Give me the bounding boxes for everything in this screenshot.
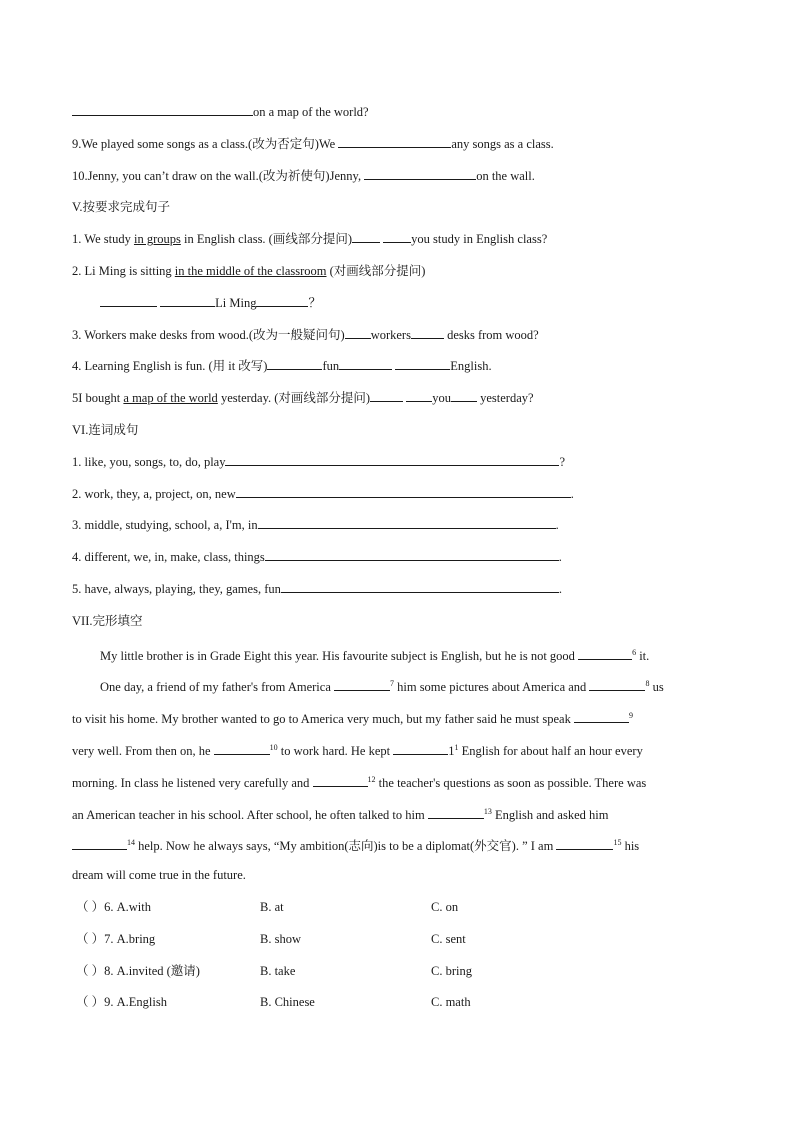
option-b[interactable]: B. at [260,899,284,914]
answer-blank[interactable] [339,354,392,370]
answer-blank[interactable] [345,323,371,339]
option-c[interactable]: C. bring [431,963,472,978]
section-6-item-4: 4. different, we, in, make, class, things . [72,545,732,577]
answer-blank[interactable] [451,386,477,402]
worksheet [72,100,732,1022]
question-number: （ ）9. A.English [76,995,167,1010]
option-c[interactable]: C. math [431,995,471,1010]
option-c[interactable]: C. on [431,899,459,914]
passage-line-2: One day, a friend of my father's from America $^7$ him some pictures about America and $^8$ us [72,672,732,704]
section-6-title: VI.连词成句 [72,422,139,437]
answer-blank[interactable] [393,739,448,755]
section-5-item-3: 3. Workers make desks from wood.(改为一般疑问句) workers desks from wood? [72,323,732,355]
answer-blank[interactable] [313,771,368,787]
answer-blank[interactable] [556,834,613,850]
answer-blank[interactable] [267,354,322,370]
answer-blank[interactable] [574,707,629,723]
option-c[interactable]: C. sent [431,931,466,946]
option-row-8 [72,959,732,991]
answer-blank[interactable] [383,227,411,243]
question-number: （ ）7. A.bring [76,931,156,946]
option-b[interactable]: B. Chinese [260,995,315,1010]
section-5-item-2-answer: Li Ming ？ [72,291,732,323]
answer-blank[interactable] [281,577,559,593]
answer-blank[interactable] [406,386,432,402]
answer-blank[interactable] [364,164,476,180]
passage-line-4: very well. From then on, he $^{10}$ to work hard. He kept $1^1$ English for about half an hour every [72,736,732,768]
answer-blank[interactable] [352,227,380,243]
question-number: （ ）8. A.invited (邀请) [76,963,200,978]
answer-blank[interactable] [589,675,645,691]
answer-blank[interactable] [334,675,390,691]
answer-blank[interactable] [236,482,571,498]
answer-blank[interactable] [395,354,450,370]
option-b[interactable]: B. take [260,963,296,978]
answer-blank[interactable] [578,644,632,660]
section-5-title: V.按要求完成句子 [72,200,171,215]
answer-blank[interactable] [265,545,559,561]
question-number: （ ）6. A.with [76,899,152,914]
section-5-item-5: 5I bought a map of the world yesterday. (对画线部分提问) you yesterday? [72,386,732,418]
section-5-item-1: 1. We study in groups in English class. (画线部分提问) you study in English class? [72,227,732,259]
answer-blank[interactable] [100,291,157,307]
passage-line-3: to visit his home. My brother wanted to go to America very much, but my father said he must speak $^9$ [72,704,732,736]
section-6-item-3: 3. middle, studying, school, a, I'm, in . [72,513,732,545]
option-row-9 [72,990,732,1022]
passage-line-6: an American teacher in his school. After school, he often talked to him $^{13}$ English and asked him [72,800,732,832]
answer-blank[interactable] [256,291,308,307]
answer-blank[interactable] [338,132,451,148]
section-5-item-2: 2. Li Ming is sitting in the middle of the classroom (对画线部分提问) [72,263,426,278]
question-9: 9.We played some songs as a class.(改为否定句)We any songs as a class. [72,132,732,164]
passage-line-8: dream will come true in the future. [72,868,246,883]
option-b[interactable]: B. show [260,931,301,946]
answer-blank[interactable] [225,450,559,466]
passage-line-1: My little brother is in Grade Eight this year. His favourite subject is English, but he is not good $^6$ it. [72,641,732,673]
option-row-6 [72,895,732,927]
answer-blank[interactable] [258,513,556,529]
section-6-item-5: 5. have, always, playing, they, games, fun . [72,577,732,609]
answer-blank[interactable] [370,386,403,402]
answer-blank[interactable] [72,834,127,850]
answer-blank[interactable] [72,100,253,116]
question-8-tail: on a map of the world? [72,100,732,132]
answer-blank[interactable] [214,739,270,755]
answer-blank[interactable] [160,291,215,307]
section-7-title: VII.完形填空 [72,613,143,628]
passage-line-7: $^{14}$ help. Now he always says, “My ambition(志向)is to be a diplomat(外交官). ” I am $^{15}$ his [72,831,732,863]
answer-blank[interactable] [428,803,484,819]
passage-line-5: morning. In class he listened very carefully and $^{12}$ the teacher's questions as soon as possible. There was [72,768,732,800]
answer-blank[interactable] [411,323,444,339]
section-5-item-4: 4. Learning English is fun. (用 it 改写) fun English. [72,354,732,386]
section-6-item-1: 1. like, you, songs, to, do, play ? [72,450,732,482]
section-6-item-2: 2. work, they, a, project, on, new . [72,482,732,514]
option-row-7 [72,927,732,959]
question-10: 10.Jenny, you can’t draw on the wall.(改为祈使句)Jenny, on the wall. [72,164,732,196]
